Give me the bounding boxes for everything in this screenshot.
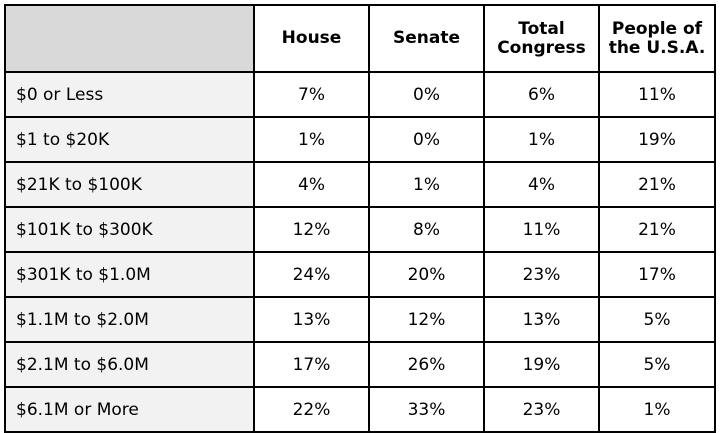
cell-house: 4% xyxy=(254,162,369,207)
cell-people-usa: 17% xyxy=(599,252,715,297)
table-row xyxy=(5,297,715,342)
cell-senate: 1% xyxy=(369,162,484,207)
cell-senate: 12% xyxy=(369,297,484,342)
row-label: $101K to $300K xyxy=(5,207,254,252)
cell-people-usa: 21% xyxy=(599,207,715,252)
cell-total-congress: 23% xyxy=(484,387,599,432)
row-label: $301K to $1.0M xyxy=(5,252,254,297)
row-label: $2.1M to $6.0M xyxy=(5,342,254,387)
table-row xyxy=(5,162,715,207)
cell-senate: 0% xyxy=(369,117,484,162)
header-corner-cell xyxy=(5,5,254,72)
header-total-congress: Total Congress xyxy=(484,5,599,72)
header-house: House xyxy=(254,5,369,72)
header-row xyxy=(5,5,715,72)
cell-people-usa: 1% xyxy=(599,387,715,432)
cell-house: 22% xyxy=(254,387,369,432)
cell-total-congress: 4% xyxy=(484,162,599,207)
header-senate: Senate xyxy=(369,5,484,72)
table-row xyxy=(5,207,715,252)
cell-house: 1% xyxy=(254,117,369,162)
cell-total-congress: 11% xyxy=(484,207,599,252)
cell-house: 24% xyxy=(254,252,369,297)
cell-house: 17% xyxy=(254,342,369,387)
table-row xyxy=(5,387,715,432)
cell-total-congress: 1% xyxy=(484,117,599,162)
table-row xyxy=(5,252,715,297)
cell-senate: 33% xyxy=(369,387,484,432)
cell-total-congress: 19% xyxy=(484,342,599,387)
table-row xyxy=(5,342,715,387)
cell-total-congress: 23% xyxy=(484,252,599,297)
cell-people-usa: 5% xyxy=(599,297,715,342)
cell-house: 7% xyxy=(254,72,369,117)
row-label: $1 to $20K xyxy=(5,117,254,162)
wealth-distribution-table xyxy=(4,4,716,433)
cell-senate: 20% xyxy=(369,252,484,297)
row-label: $6.1M or More xyxy=(5,387,254,432)
cell-people-usa: 11% xyxy=(599,72,715,117)
cell-people-usa: 19% xyxy=(599,117,715,162)
wealth-distribution-table-container xyxy=(4,4,716,433)
cell-house: 12% xyxy=(254,207,369,252)
cell-senate: 0% xyxy=(369,72,484,117)
cell-senate: 26% xyxy=(369,342,484,387)
cell-people-usa: 21% xyxy=(599,162,715,207)
header-people-usa: People of the U.S.A. xyxy=(599,5,715,72)
cell-total-congress: 6% xyxy=(484,72,599,117)
row-label: $0 or Less xyxy=(5,72,254,117)
table-row xyxy=(5,117,715,162)
table-row xyxy=(5,72,715,117)
cell-senate: 8% xyxy=(369,207,484,252)
cell-total-congress: 13% xyxy=(484,297,599,342)
row-label: $21K to $100K xyxy=(5,162,254,207)
cell-house: 13% xyxy=(254,297,369,342)
row-label: $1.1M to $2.0M xyxy=(5,297,254,342)
cell-people-usa: 5% xyxy=(599,342,715,387)
